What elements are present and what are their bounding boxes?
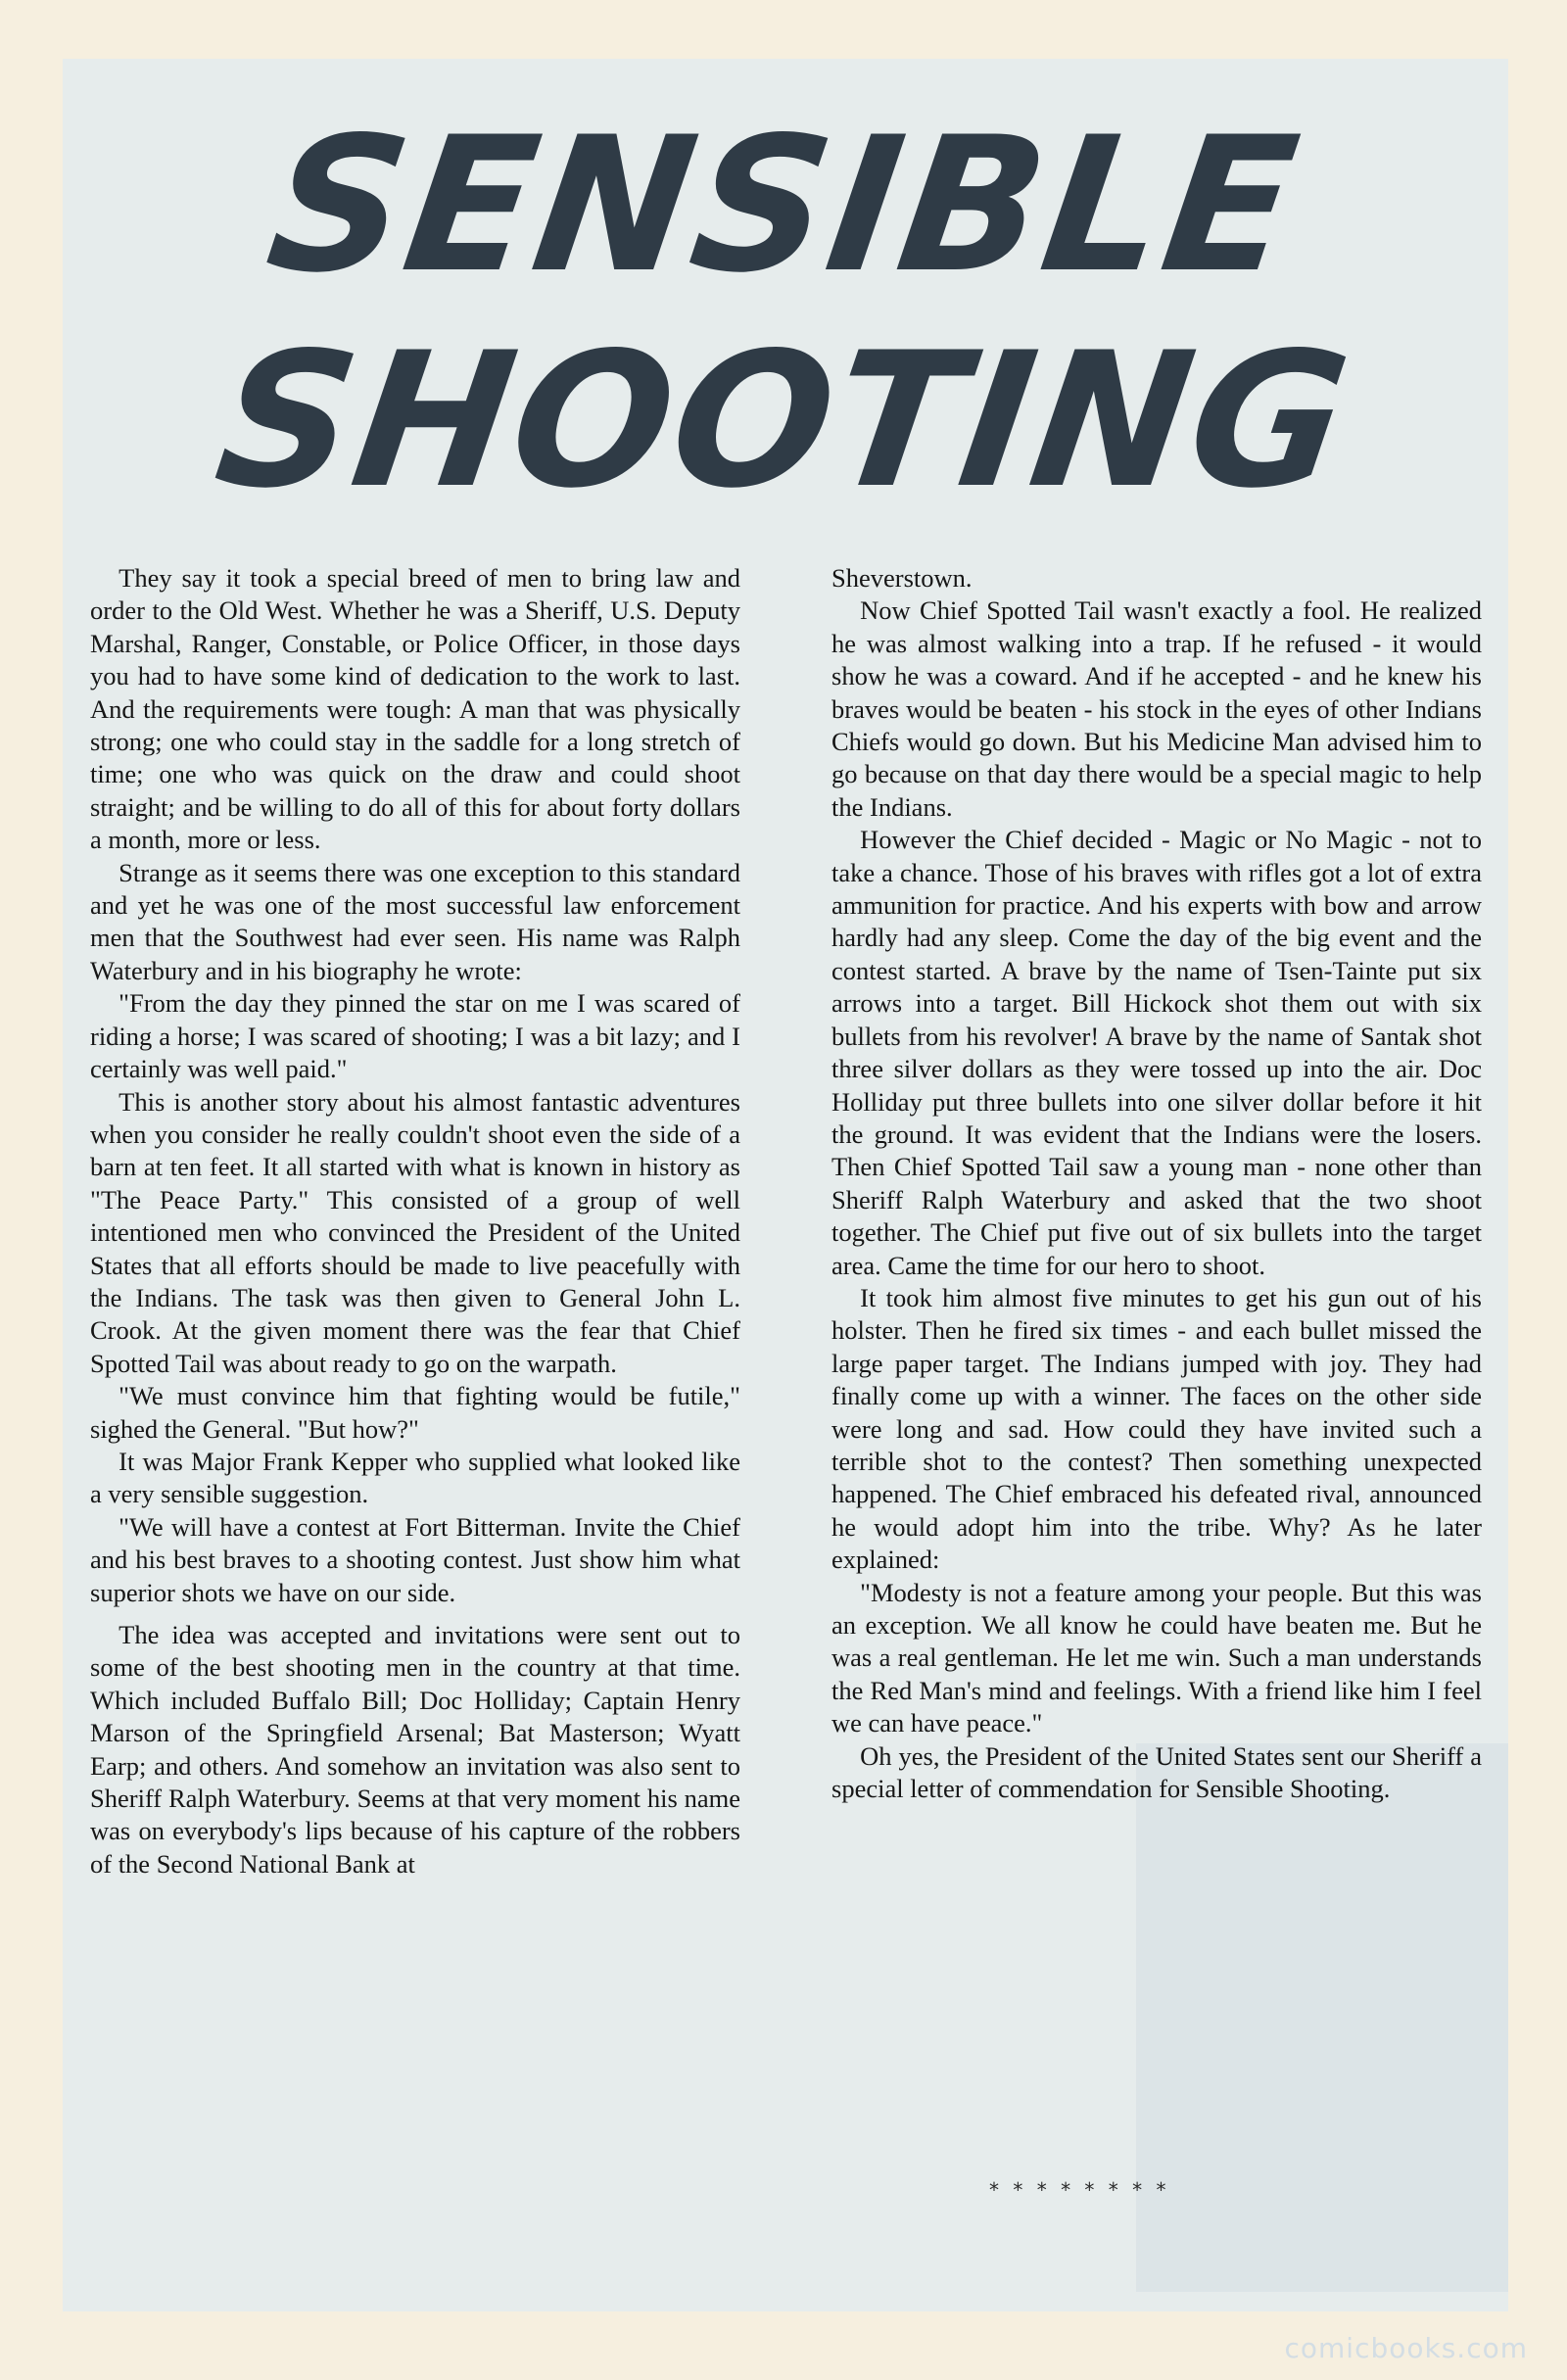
paragraph: However the Chief decided - Magic or No Magic - not to take a chance. Those of his braves with rifles got a lot of extra ammunition for practice. And his experts with bow and arrow hardly had any sleep. Come the day of the big event and the contest started. A brave by the name of Tsen-Tainte put six arrows into a target. Bill Hickock shot them out with six bullets from his revolver! A brave by the name of Santak shot three silver dollars as they were tossed up into the air. Doc Holliday put three bullets into one silver dollar before it hit the ground. It was evident that the Indians were the losers. Then Chief Spotted Tail saw a young man - none other than Sheriff Ralph Waterbury and asked that the two shoot together. The Chief put five out of six bullets into the target area. Came the time for our hero to shoot. [831,825,1482,1280]
title-line-1: SENSIBLE [257,97,1311,313]
paragraph: They say it took a special breed of men to bring law and order to the Old West. Whether he was a Sheriff, U.S. Deputy Marshal, Ranger, Constable, or Police Officer, in those days you had to have some kind of dedication to the work to last. And the requirements were tough: A man that was physically strong; one who could stay in the saddle for a long stretch of time; one who was quick on the draw and could shoot straight; and be willing to do all of this for about forty dollars a month, more or less. [90,563,740,855]
paragraph: "We will have a contest at Fort Bitterman. Invite the Chief and his best braves to a shooting contest. Just show him what superior shots we have on our side. [90,1511,740,1607]
article-column-left [90,562,740,1880]
paragraph: Strange as it seems there was one exception to this standard and yet he was one of the most successful law enforcement men that the Southwest had ever seen. His name was Ralph Waterbury and in his biography he wrote: [90,857,740,985]
paragraph: "From the day they pinned the star on me I was scared of riding a horse; I was scared of shooting; I was a bit lazy; and I certainly was well paid." [90,988,740,1084]
paragraph: Oh yes, the President of the United States sent our Sheriff a special letter of commendation for Sensible Shooting. [831,1740,1482,1804]
paragraph: This is another story about his almost fantastic adventures when you consider he really couldn't shoot even the side of a barn at ten feet. It all started with what is known in history as "The Peace Party." This consisted of a group of well intentioned men who convinced the President of the United States that all efforts should be made to live peacefully with the Indians. The task was then given to General John L. Crook. At the given moment there was the fear that Chief Spotted Tail was about ready to go on the warpath. [90,1086,740,1378]
paragraph: "Modesty is not a feature among your people. But this was an exception. We all know he could have beaten me. But he was a real gentleman. He let me win. Such a man understands the Red Man's mind and feelings. With a friend like him I feel we can have peace." [831,1577,1482,1738]
paragraph: The idea was accepted and invitations were sent out to some of the best shooting men in the country at that time. Which included Buffalo Bill; Doc Holliday; Captain Henry Marson of the Springfield Arsenal; Bat Masterson; Wyatt Earp; and others. And somehow an invitation was also sent to Sheriff Ralph Waterbury. Seems at that very moment his name was on everybody's lips because of his capture of the robbers of the Second National Bank at [90,1620,740,1879]
paragraph: It was Major Frank Kepper who supplied what looked like a very sensible suggestion. [90,1446,740,1509]
paragraph: Sheverstown. [831,563,973,593]
title-line-2: SHOOTING [205,312,1362,529]
paragraph: "We must convince him that fighting would be futile," sighed the General. "But how?" [90,1381,740,1444]
article-column-right [831,562,1482,1805]
end-stars-divider: * * * * * * * * [989,2178,1170,2202]
faded-background-art [1136,1743,1508,2292]
paragraph: It took him almost five minutes to get his gun out of his holster. Then he fired six times - and each bullet missed the large paper target. The Indians jumped with joy. They had finally come up with a winner. The faces on the other side were long and sad. How could they have invited such a terrible shot to the contest? Then something unexpected happened. The Chief embraced his defeated rival, announced he would adopt him into the tribe. Why? As he later explained: [831,1282,1482,1575]
site-watermark: comicbooks.com [1284,2332,1528,2364]
paragraph: Now Chief Spotted Tail wasn't exactly a fool. He realized he was almost walking into a trap. If he refused - it would show he was a coward. And if he accepted - and he knew his braves would be beaten - his stock in the eyes of other Indians Chiefs would go down. But his Medicine Man advised him to go because on that day there would be a special magic to help the Indians. [831,595,1482,822]
